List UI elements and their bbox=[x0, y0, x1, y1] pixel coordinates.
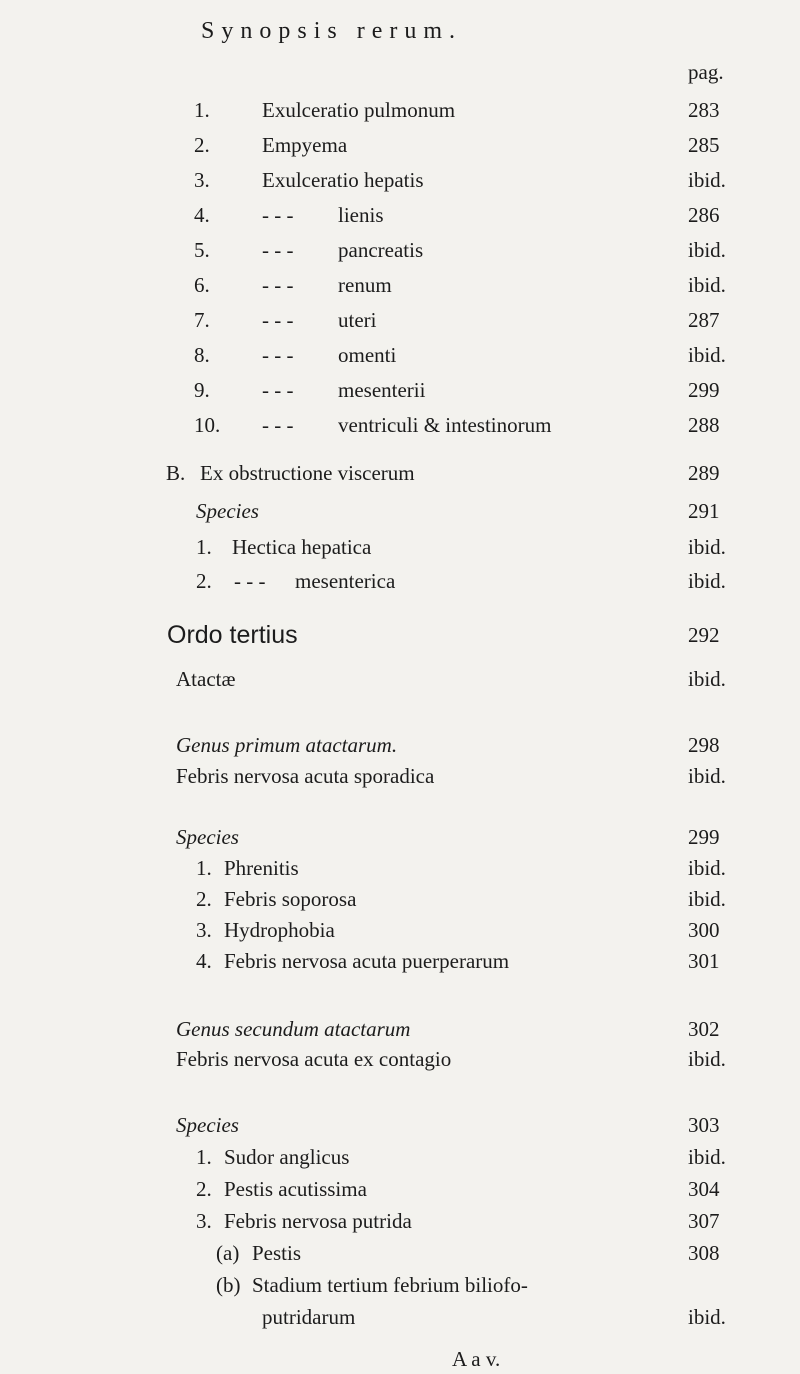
species-heading bbox=[0, 496, 800, 526]
entry-page: 292 bbox=[688, 623, 720, 647]
entry-label: Hydrophobia bbox=[224, 918, 335, 942]
entry-page: ibid. bbox=[688, 856, 726, 880]
entry-number: 7. bbox=[194, 308, 210, 332]
entry-number: (b) bbox=[216, 1273, 241, 1297]
entry-label: Empyema bbox=[262, 133, 348, 157]
entry-label: Genus primum atactarum. bbox=[176, 733, 398, 757]
genus-subtitle bbox=[0, 761, 800, 791]
entry-label: putridarum bbox=[262, 1305, 356, 1329]
entry-label: Febris nervosa acuta ex contagio bbox=[176, 1047, 452, 1071]
section-heading bbox=[0, 458, 800, 488]
entry-label: Atactæ bbox=[176, 667, 236, 691]
toc-entry bbox=[0, 375, 800, 405]
entry-page: ibid. bbox=[688, 168, 726, 192]
entry-page: 298 bbox=[688, 733, 720, 757]
ditto-dashes: - - - bbox=[262, 203, 294, 227]
entry-label: ventriculi & intestinorum bbox=[338, 413, 552, 437]
toc-entry bbox=[0, 1142, 800, 1172]
entry-page: ibid. bbox=[688, 764, 726, 788]
signature-mark: A a v. bbox=[452, 1347, 501, 1371]
toc-entry bbox=[0, 1206, 800, 1236]
entry-number: 2. bbox=[194, 133, 210, 157]
atactae-heading bbox=[0, 664, 800, 694]
entry-page: 288 bbox=[688, 413, 720, 437]
entry-number: 3. bbox=[196, 918, 212, 942]
entry-number: 1. bbox=[196, 535, 212, 559]
entry-number: 8. bbox=[194, 343, 210, 367]
toc-entry bbox=[0, 130, 800, 160]
toc-entry bbox=[0, 95, 800, 125]
entry-label: Febris soporosa bbox=[224, 887, 357, 911]
toc-entry bbox=[0, 884, 800, 914]
ditto-dashes: - - - bbox=[262, 238, 294, 262]
entry-label: Stadium tertium febrium biliofo- bbox=[252, 1273, 528, 1297]
toc-entry bbox=[0, 1174, 800, 1204]
entry-number: 3. bbox=[194, 168, 210, 192]
entry-page: ibid. bbox=[688, 1047, 726, 1071]
ditto-dashes: - - - bbox=[262, 308, 294, 332]
genus-heading bbox=[0, 730, 800, 760]
entry-page: 307 bbox=[688, 1209, 720, 1233]
toc-entry bbox=[0, 340, 800, 370]
entry-label: Febris nervosa acuta puerperarum bbox=[224, 949, 510, 973]
entry-page: 289 bbox=[688, 461, 720, 485]
entry-page: ibid. bbox=[688, 1305, 726, 1329]
toc-entry bbox=[0, 915, 800, 945]
entry-label: Ex obstructione viscerum bbox=[200, 461, 415, 485]
entry-page: 300 bbox=[688, 918, 720, 942]
toc-entry bbox=[0, 410, 800, 440]
toc-entry bbox=[0, 532, 800, 562]
entry-label: Phrenitis bbox=[224, 856, 299, 880]
toc-entry bbox=[0, 1238, 800, 1268]
entry-label: Sudor anglicus bbox=[224, 1145, 350, 1169]
toc-entry bbox=[0, 853, 800, 883]
entry-label: Species bbox=[176, 825, 239, 849]
entry-page: 302 bbox=[688, 1017, 720, 1041]
entry-page: ibid. bbox=[688, 667, 726, 691]
entry-label: Ordo tertius bbox=[167, 621, 298, 649]
entry-page: 291 bbox=[688, 499, 720, 523]
entry-page: 301 bbox=[688, 949, 720, 973]
entry-number: 4. bbox=[196, 949, 212, 973]
entry-number: B. bbox=[166, 461, 186, 485]
entry-number: 9. bbox=[194, 378, 210, 402]
entry-number: 10. bbox=[194, 413, 221, 437]
ditto-dashes: - - - bbox=[262, 343, 294, 367]
entry-number: 4. bbox=[194, 203, 210, 227]
entry-label: omenti bbox=[338, 343, 397, 367]
entry-number: 6. bbox=[194, 273, 210, 297]
species-heading bbox=[0, 822, 800, 852]
running-head: Synopsis rerum. bbox=[201, 18, 462, 44]
entry-label: uteri bbox=[338, 308, 377, 332]
entry-number: 1. bbox=[196, 856, 212, 880]
ditto-dashes: - - - bbox=[234, 569, 266, 593]
entry-label: lienis bbox=[338, 203, 384, 227]
entry-page: ibid. bbox=[688, 535, 726, 559]
entry-label: Febris nervosa acuta sporadica bbox=[176, 764, 435, 788]
ditto-dashes: - - - bbox=[262, 378, 294, 402]
entry-page: 304 bbox=[688, 1177, 720, 1201]
ditto-dashes: - - - bbox=[262, 273, 294, 297]
ditto-dashes: - - - bbox=[262, 413, 294, 437]
entry-number: 3. bbox=[196, 1209, 212, 1233]
entry-number: 2. bbox=[196, 569, 212, 593]
toc-entry bbox=[0, 270, 800, 300]
entry-number: 1. bbox=[196, 1145, 212, 1169]
entry-page: 299 bbox=[688, 825, 720, 849]
entry-label: Species bbox=[176, 1113, 239, 1137]
toc-entry bbox=[0, 235, 800, 265]
entry-page: ibid. bbox=[688, 887, 726, 911]
entry-label: Pestis bbox=[252, 1241, 302, 1265]
entry-page: 283 bbox=[688, 98, 720, 122]
pag-label: pag. bbox=[688, 60, 724, 84]
entry-page: ibid. bbox=[688, 343, 726, 367]
entry-label: Exulceratio pulmonum bbox=[262, 98, 456, 122]
entry-label: mesenterii bbox=[338, 378, 426, 402]
entry-label: Exulceratio hepatis bbox=[262, 168, 424, 192]
entry-number: 1. bbox=[194, 98, 210, 122]
entry-number: 5. bbox=[194, 238, 210, 262]
entry-label: Febris nervosa putrida bbox=[224, 1209, 412, 1233]
entry-page: 299 bbox=[688, 378, 720, 402]
toc-entry bbox=[0, 1302, 800, 1332]
entry-page: 286 bbox=[688, 203, 720, 227]
entry-label: Pestis acutissima bbox=[224, 1177, 367, 1201]
entry-page: 287 bbox=[688, 308, 720, 332]
entry-label: pancreatis bbox=[338, 238, 424, 262]
entry-number: (a) bbox=[216, 1241, 240, 1265]
ordo-heading bbox=[0, 620, 800, 650]
entry-label: Genus secundum atactarum bbox=[176, 1017, 411, 1041]
genus-heading bbox=[0, 1014, 800, 1044]
entry-number: 2. bbox=[196, 1177, 212, 1201]
entry-page: 303 bbox=[688, 1113, 720, 1137]
entry-label: Species bbox=[196, 499, 259, 523]
entry-label: mesenterica bbox=[295, 569, 396, 593]
toc-entry bbox=[0, 305, 800, 335]
species-heading bbox=[0, 1110, 800, 1140]
genus-subtitle bbox=[0, 1044, 800, 1074]
entry-page: ibid. bbox=[688, 1145, 726, 1169]
entry-label: Hectica hepatica bbox=[232, 535, 372, 559]
toc-entry bbox=[0, 566, 800, 596]
entry-page: 308 bbox=[688, 1241, 720, 1265]
entry-page: ibid. bbox=[688, 273, 726, 297]
entry-number: 2. bbox=[196, 887, 212, 911]
entry-label: renum bbox=[338, 273, 392, 297]
entry-page: 285 bbox=[688, 133, 720, 157]
toc-entry bbox=[0, 200, 800, 230]
toc-entry bbox=[0, 165, 800, 195]
entry-page: ibid. bbox=[688, 238, 726, 262]
toc-entry bbox=[0, 1270, 800, 1300]
entry-page: ibid. bbox=[688, 569, 726, 593]
toc-entry bbox=[0, 946, 800, 976]
